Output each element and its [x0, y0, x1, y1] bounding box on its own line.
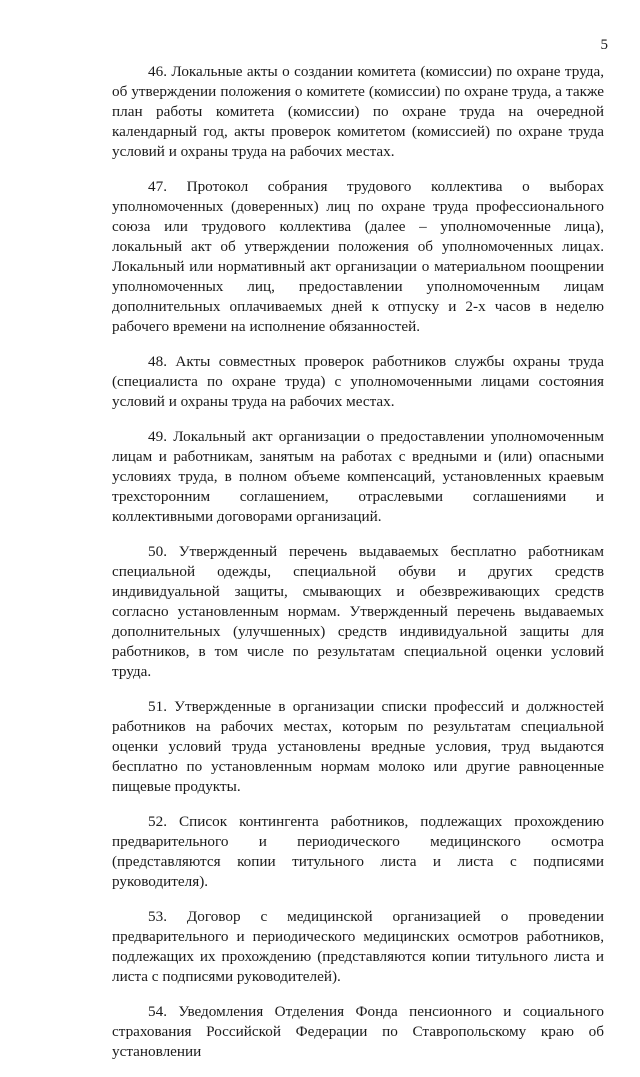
paragraph-47: 47. Протокол собрания трудового коллектива о выборах уполномоченных (доверенных) лиц по охране труда профессионального союза или трудового коллектива (далее – уполномоченные лица), локальный акт об утверждении положения об уполномоченных лицах. Локальный или нормативный акт организации о материальном поощрении уполномоченных лиц, предоставлении уполномоченным лицам дополнительных оплачиваемых дней к отпуску и 2-х часов в неделю рабочего времени на исполнение обязанностей.: [112, 178, 604, 335]
paragraph-51: 51. Утвержденные в организации списки профессий и должностей работников на рабочих местах, которым по результатам специальной оценки условий труда установлены вредные условия, труд выдаются бесплатно по установленным нормам молоко или другие равноценные пищевые продукты.: [112, 698, 604, 795]
paragraph-53: 53. Договор с медицинской организацией о проведении предварительного и периодического медицинских осмотров работников, подлежащих их прохождению (представляются копии титульного листа и листа с подписями руководителей).: [112, 908, 604, 985]
paragraph-48: 48. Акты совместных проверок работников службы охраны труда (специалиста по охране труда) с уполномоченными лицами состояния условий и охраны труда на рабочих местах.: [112, 353, 604, 410]
paragraph-49: 49. Локальный акт организации о предоставлении уполномоченным лицам и работникам, занятым на работах с вредными и (или) опасными условиях труда, в полном объеме компенсаций, установленных краевым трехсторонним соглашением, отраслевыми соглашениями и коллективными договорами организаций.: [112, 428, 604, 525]
paragraph-46: 46. Локальные акты о создании комитета (комиссии) по охране труда, об утверждении положения о комитете (комиссии) по охране труда, а также план работы комитета (комиссии) по охране труда на очередной календарный год, акты проверок комитетом (комиссией) по охране труда условий и охраны труда на рабочих местах.: [112, 63, 604, 160]
document-body: [112, 62, 604, 1077]
paragraph-50: 50. Утвержденный перечень выдаваемых бесплатно работникам специальной одежды, специальной обуви и других средств индивидуальной защиты, смывающих и обезвреживающих средств согласно установленным нормам. Утвержденный перечень выдаваемых дополнительных (улучшенных) средств индивидуальной защиты для работников, в том числе по результатам специальной оценки условий труда.: [112, 543, 604, 680]
page-number: 5: [600, 37, 608, 53]
paragraph-54: 54. Уведомления Отделения Фонда пенсионного и социального страхования Российской Федерации по Ставропольскому краю об установлении: [112, 1003, 604, 1060]
paragraph-52: 52. Список контингента работников, подлежащих прохождению предварительного и периодического медицинского осмотра (представляются копии титульного листа и листа с подписями руководителя).: [112, 813, 604, 890]
